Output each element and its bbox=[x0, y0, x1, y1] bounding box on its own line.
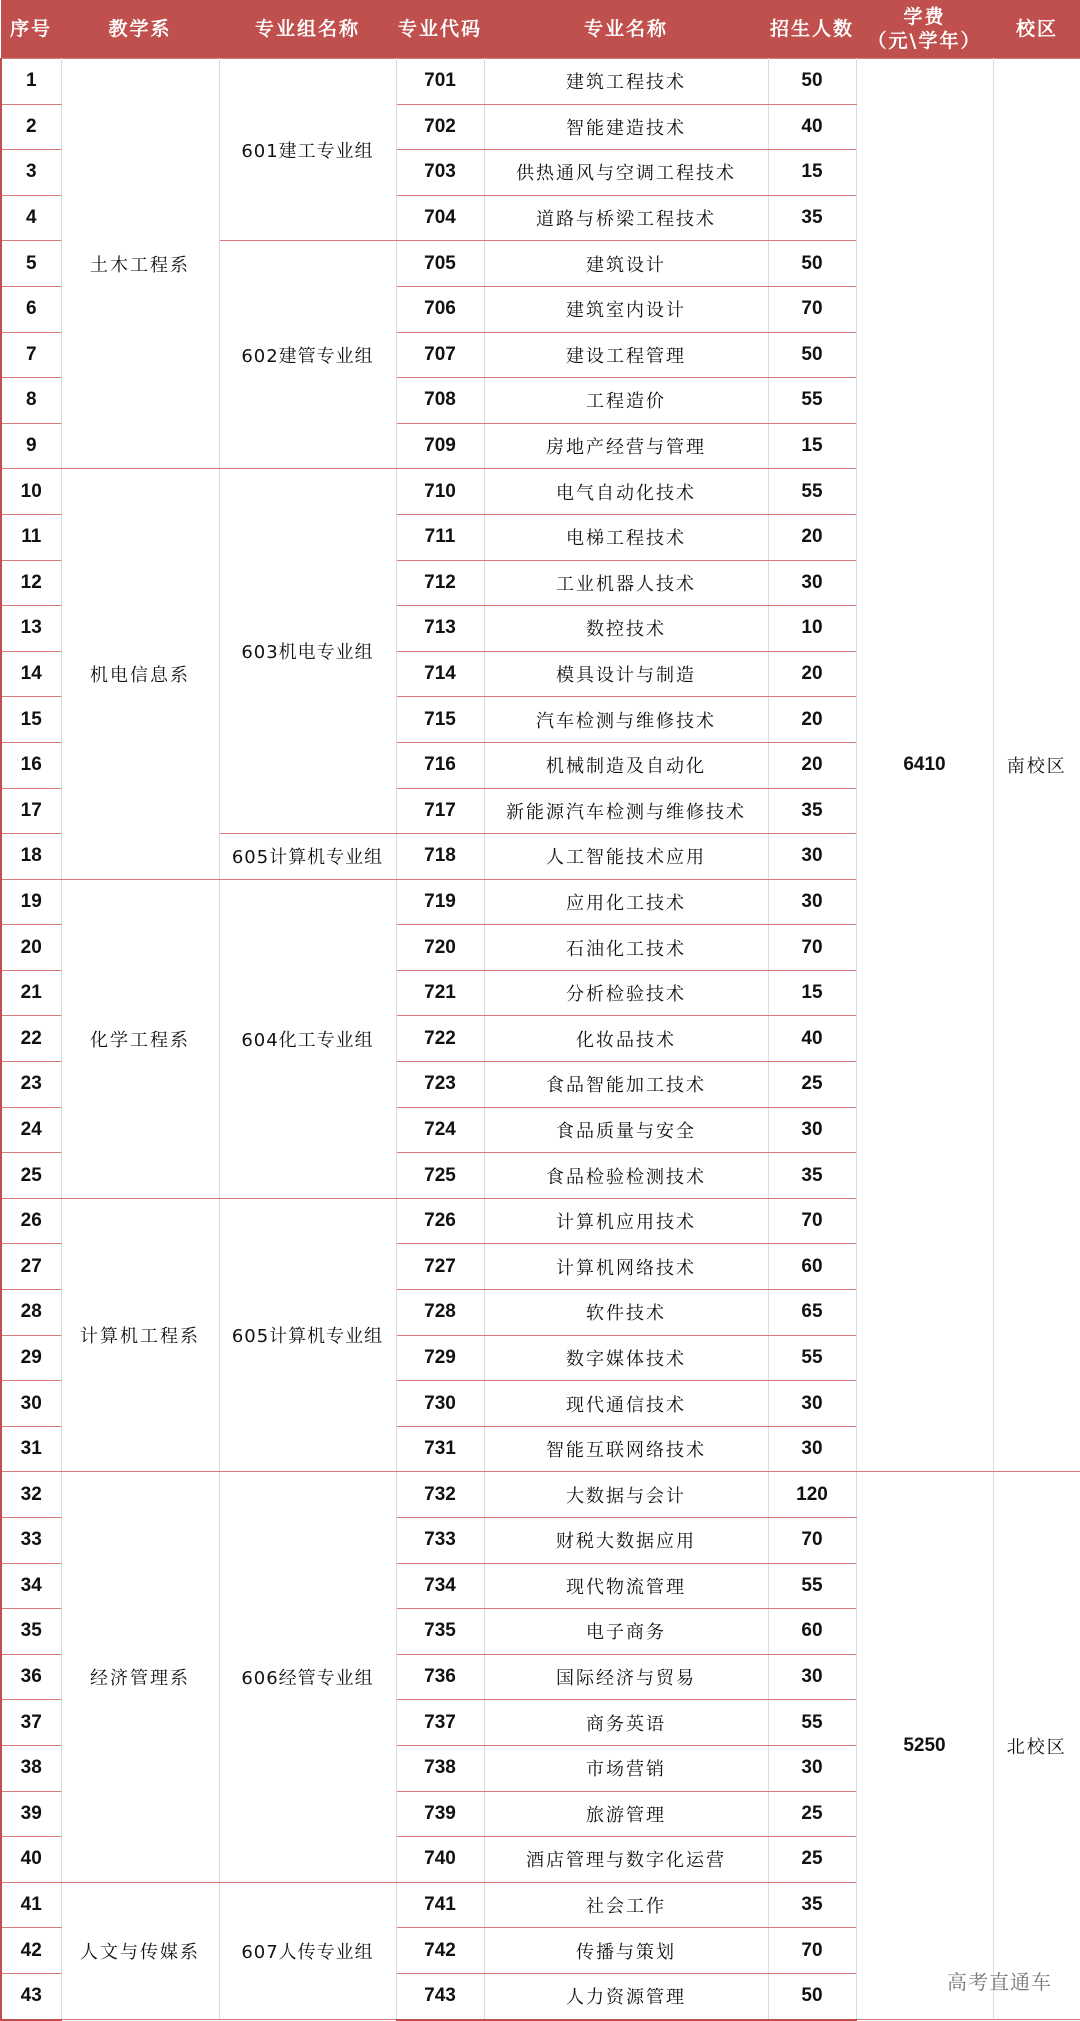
major-name-cell: 分析检验技术 bbox=[484, 970, 768, 1016]
enrollment-count-cell: 120 bbox=[768, 1472, 856, 1518]
major-code-cell: 732 bbox=[396, 1472, 484, 1518]
major-code-cell: 741 bbox=[396, 1882, 484, 1928]
table-body bbox=[1, 59, 1080, 2020]
major-group-cell: 605计算机专业组 bbox=[219, 1198, 396, 1472]
major-code-cell: 706 bbox=[396, 286, 484, 332]
major-code-cell: 720 bbox=[396, 925, 484, 971]
enrollment-count-cell: 35 bbox=[768, 1153, 856, 1199]
major-code-cell: 723 bbox=[396, 1062, 484, 1108]
enrollment-count-cell: 25 bbox=[768, 1791, 856, 1837]
major-code-cell: 715 bbox=[396, 697, 484, 743]
enrollment-count-cell: 25 bbox=[768, 1837, 856, 1883]
seq-cell: 26 bbox=[1, 1198, 61, 1244]
major-group-cell: 606经管专业组 bbox=[219, 1472, 396, 1882]
enrollment-count-cell: 30 bbox=[768, 1107, 856, 1153]
major-code-cell: 719 bbox=[396, 879, 484, 925]
enrollment-count-cell: 70 bbox=[768, 1928, 856, 1974]
department-cell: 土木工程系 bbox=[61, 59, 219, 469]
enrollment-count-cell: 25 bbox=[768, 1062, 856, 1108]
department-cell: 经济管理系 bbox=[61, 1472, 219, 1882]
major-group-cell: 602建管专业组 bbox=[219, 241, 396, 469]
major-code-cell: 713 bbox=[396, 606, 484, 652]
enrollment-count-cell: 55 bbox=[768, 1700, 856, 1746]
seq-cell: 31 bbox=[1, 1426, 61, 1472]
seq-cell: 10 bbox=[1, 469, 61, 515]
major-name-cell: 机械制造及自动化 bbox=[484, 742, 768, 788]
seq-cell: 15 bbox=[1, 697, 61, 743]
major-name-cell: 供热通风与空调工程技术 bbox=[484, 150, 768, 196]
major-name-cell: 食品检验检测技术 bbox=[484, 1153, 768, 1199]
major-code-cell: 739 bbox=[396, 1791, 484, 1837]
enrollment-count-cell: 20 bbox=[768, 742, 856, 788]
major-code-cell: 702 bbox=[396, 104, 484, 150]
major-name-cell: 人力资源管理 bbox=[484, 1973, 768, 2019]
seq-cell: 33 bbox=[1, 1518, 61, 1564]
major-group-cell: 604化工专业组 bbox=[219, 879, 396, 1198]
seq-cell: 36 bbox=[1, 1654, 61, 1700]
major-name-cell: 计算机网络技术 bbox=[484, 1244, 768, 1290]
major-code-cell: 729 bbox=[396, 1335, 484, 1381]
seq-cell: 5 bbox=[1, 241, 61, 287]
major-name-cell: 汽车检测与维修技术 bbox=[484, 697, 768, 743]
major-code-cell: 714 bbox=[396, 651, 484, 697]
major-code-cell: 742 bbox=[396, 1928, 484, 1974]
seq-cell: 3 bbox=[1, 150, 61, 196]
enrollment-count-cell: 15 bbox=[768, 423, 856, 469]
major-code-cell: 735 bbox=[396, 1609, 484, 1655]
enrollment-count-cell: 30 bbox=[768, 1745, 856, 1791]
major-code-cell: 712 bbox=[396, 560, 484, 606]
enrollment-count-cell: 70 bbox=[768, 1518, 856, 1564]
major-code-cell: 730 bbox=[396, 1381, 484, 1427]
seq-cell: 30 bbox=[1, 1381, 61, 1427]
enrollment-count-cell: 70 bbox=[768, 286, 856, 332]
enrollment-count-cell: 30 bbox=[768, 1381, 856, 1427]
enrollment-count-cell: 15 bbox=[768, 970, 856, 1016]
major-code-cell: 724 bbox=[396, 1107, 484, 1153]
seq-cell: 6 bbox=[1, 286, 61, 332]
major-name-cell: 国际经济与贸易 bbox=[484, 1654, 768, 1700]
enrollment-count-cell: 55 bbox=[768, 1335, 856, 1381]
header-tuition bbox=[856, 0, 993, 59]
header-row bbox=[1, 0, 1080, 59]
seq-cell: 39 bbox=[1, 1791, 61, 1837]
major-code-cell: 722 bbox=[396, 1016, 484, 1062]
major-name-cell: 财税大数据应用 bbox=[484, 1518, 768, 1564]
header-tuition-line1: 学费 bbox=[903, 6, 946, 28]
major-code-cell: 733 bbox=[396, 1518, 484, 1564]
enrollment-count-cell: 20 bbox=[768, 651, 856, 697]
major-name-cell: 智能互联网络技术 bbox=[484, 1426, 768, 1472]
department-cell: 人文与传媒系 bbox=[61, 1882, 219, 2019]
major-name-cell: 电气自动化技术 bbox=[484, 469, 768, 515]
seq-cell: 8 bbox=[1, 378, 61, 424]
seq-cell: 22 bbox=[1, 1016, 61, 1062]
major-name-cell: 商务英语 bbox=[484, 1700, 768, 1746]
seq-cell: 9 bbox=[1, 423, 61, 469]
major-name-cell: 应用化工技术 bbox=[484, 879, 768, 925]
header-major-group: 专业组名称 bbox=[219, 0, 396, 59]
enrollment-count-cell: 35 bbox=[768, 195, 856, 241]
header-campus: 校区 bbox=[993, 0, 1080, 59]
major-name-cell: 软件技术 bbox=[484, 1290, 768, 1336]
seq-cell: 25 bbox=[1, 1153, 61, 1199]
major-name-cell: 化妆品技术 bbox=[484, 1016, 768, 1062]
major-name-cell: 道路与桥梁工程技术 bbox=[484, 195, 768, 241]
campus-cell: 南校区 bbox=[993, 59, 1080, 1472]
major-code-cell: 707 bbox=[396, 332, 484, 378]
header-tuition-line2: （元\学年） bbox=[867, 30, 982, 52]
seq-cell: 12 bbox=[1, 560, 61, 606]
enrollment-count-cell: 70 bbox=[768, 925, 856, 971]
major-name-cell: 电梯工程技术 bbox=[484, 514, 768, 560]
major-name-cell: 工程造价 bbox=[484, 378, 768, 424]
major-name-cell: 电子商务 bbox=[484, 1609, 768, 1655]
enrollment-count-cell: 40 bbox=[768, 104, 856, 150]
enrollment-count-cell: 50 bbox=[768, 59, 856, 105]
major-code-cell: 701 bbox=[396, 59, 484, 105]
seq-cell: 19 bbox=[1, 879, 61, 925]
major-name-cell: 传播与策划 bbox=[484, 1928, 768, 1974]
major-name-cell: 数控技术 bbox=[484, 606, 768, 652]
major-code-cell: 734 bbox=[396, 1563, 484, 1609]
enrollment-count-cell: 30 bbox=[768, 1654, 856, 1700]
major-code-cell: 716 bbox=[396, 742, 484, 788]
seq-cell: 13 bbox=[1, 606, 61, 652]
major-name-cell: 酒店管理与数字化运营 bbox=[484, 1837, 768, 1883]
major-group-cell: 605计算机专业组 bbox=[219, 834, 396, 880]
table-row bbox=[1, 1472, 1080, 1518]
seq-cell: 37 bbox=[1, 1700, 61, 1746]
seq-cell: 35 bbox=[1, 1609, 61, 1655]
major-code-cell: 726 bbox=[396, 1198, 484, 1244]
tuition-cell: 6410 bbox=[856, 59, 993, 1472]
major-name-cell: 计算机应用技术 bbox=[484, 1198, 768, 1244]
enrollment-count-cell: 15 bbox=[768, 150, 856, 196]
enrollment-count-cell: 30 bbox=[768, 879, 856, 925]
major-name-cell: 智能建造技术 bbox=[484, 104, 768, 150]
major-name-cell: 食品质量与安全 bbox=[484, 1107, 768, 1153]
enrollment-count-cell: 55 bbox=[768, 469, 856, 515]
seq-cell: 16 bbox=[1, 742, 61, 788]
major-code-cell: 711 bbox=[396, 514, 484, 560]
enrollment-count-cell: 65 bbox=[768, 1290, 856, 1336]
major-name-cell: 石油化工技术 bbox=[484, 925, 768, 971]
enrollment-count-cell: 55 bbox=[768, 378, 856, 424]
major-name-cell: 房地产经营与管理 bbox=[484, 423, 768, 469]
header-seq: 序号 bbox=[1, 0, 61, 59]
major-name-cell: 现代通信技术 bbox=[484, 1381, 768, 1427]
department-cell: 计算机工程系 bbox=[61, 1198, 219, 1472]
major-name-cell: 工业机器人技术 bbox=[484, 560, 768, 606]
enrollment-count-cell: 20 bbox=[768, 697, 856, 743]
major-code-cell: 725 bbox=[396, 1153, 484, 1199]
major-name-cell: 新能源汽车检测与维修技术 bbox=[484, 788, 768, 834]
seq-cell: 2 bbox=[1, 104, 61, 150]
enrollment-count-cell: 30 bbox=[768, 560, 856, 606]
seq-cell: 21 bbox=[1, 970, 61, 1016]
header-enrollment-count: 招生人数 bbox=[768, 0, 856, 59]
major-code-cell: 718 bbox=[396, 834, 484, 880]
major-code-cell: 731 bbox=[396, 1426, 484, 1472]
tuition-cell: 5250 bbox=[856, 1472, 993, 2020]
department-cell: 机电信息系 bbox=[61, 469, 219, 879]
major-name-cell: 市场营销 bbox=[484, 1745, 768, 1791]
major-group-cell: 607人传专业组 bbox=[219, 1882, 396, 2019]
seq-cell: 32 bbox=[1, 1472, 61, 1518]
enrollment-count-cell: 35 bbox=[768, 1882, 856, 1928]
major-code-cell: 736 bbox=[396, 1654, 484, 1700]
major-group-cell: 603机电专业组 bbox=[219, 469, 396, 834]
seq-cell: 1 bbox=[1, 59, 61, 105]
major-name-cell: 建筑室内设计 bbox=[484, 286, 768, 332]
major-name-cell: 现代物流管理 bbox=[484, 1563, 768, 1609]
seq-cell: 38 bbox=[1, 1745, 61, 1791]
enrollment-count-cell: 10 bbox=[768, 606, 856, 652]
enrollment-count-cell: 60 bbox=[768, 1609, 856, 1655]
major-name-cell: 建筑设计 bbox=[484, 241, 768, 287]
header-department: 教学系 bbox=[61, 0, 219, 59]
major-name-cell: 人工智能技术应用 bbox=[484, 834, 768, 880]
seq-cell: 41 bbox=[1, 1882, 61, 1928]
major-name-cell: 建设工程管理 bbox=[484, 332, 768, 378]
major-name-cell: 社会工作 bbox=[484, 1882, 768, 1928]
major-code-cell: 721 bbox=[396, 970, 484, 1016]
major-name-cell: 旅游管理 bbox=[484, 1791, 768, 1837]
major-code-cell: 728 bbox=[396, 1290, 484, 1336]
header-major-name: 专业名称 bbox=[484, 0, 768, 59]
major-code-cell: 727 bbox=[396, 1244, 484, 1290]
major-name-cell: 数字媒体技术 bbox=[484, 1335, 768, 1381]
seq-cell: 20 bbox=[1, 925, 61, 971]
major-code-cell: 704 bbox=[396, 195, 484, 241]
major-name-cell: 建筑工程技术 bbox=[484, 59, 768, 105]
major-code-cell: 743 bbox=[396, 1973, 484, 2019]
header-major-code: 专业代码 bbox=[396, 0, 484, 59]
watermark: 高考直通车 bbox=[947, 1970, 1052, 1994]
major-code-cell: 703 bbox=[396, 150, 484, 196]
seq-cell: 27 bbox=[1, 1244, 61, 1290]
seq-cell: 42 bbox=[1, 1928, 61, 1974]
seq-cell: 7 bbox=[1, 332, 61, 378]
enrollment-count-cell: 50 bbox=[768, 1973, 856, 2019]
enrollment-count-cell: 30 bbox=[768, 1426, 856, 1472]
department-cell: 化学工程系 bbox=[61, 879, 219, 1198]
seq-cell: 17 bbox=[1, 788, 61, 834]
seq-cell: 23 bbox=[1, 1062, 61, 1108]
seq-cell: 28 bbox=[1, 1290, 61, 1336]
enrollment-count-cell: 50 bbox=[768, 241, 856, 287]
major-name-cell: 模具设计与制造 bbox=[484, 651, 768, 697]
enrollment-count-cell: 30 bbox=[768, 834, 856, 880]
major-code-cell: 740 bbox=[396, 1837, 484, 1883]
seq-cell: 29 bbox=[1, 1335, 61, 1381]
seq-cell: 43 bbox=[1, 1973, 61, 2019]
seq-cell: 24 bbox=[1, 1107, 61, 1153]
major-group-cell: 601建工专业组 bbox=[219, 59, 396, 241]
major-code-cell: 708 bbox=[396, 378, 484, 424]
enrollment-count-cell: 35 bbox=[768, 788, 856, 834]
seq-cell: 34 bbox=[1, 1563, 61, 1609]
major-code-cell: 709 bbox=[396, 423, 484, 469]
enrollment-count-cell: 20 bbox=[768, 514, 856, 560]
enrollment-count-cell: 55 bbox=[768, 1563, 856, 1609]
campus-cell: 北校区 bbox=[993, 1472, 1080, 2020]
seq-cell: 18 bbox=[1, 834, 61, 880]
major-code-cell: 710 bbox=[396, 469, 484, 515]
major-code-cell: 738 bbox=[396, 1745, 484, 1791]
major-name-cell: 食品智能加工技术 bbox=[484, 1062, 768, 1108]
seq-cell: 14 bbox=[1, 651, 61, 697]
major-code-cell: 737 bbox=[396, 1700, 484, 1746]
enrollment-count-cell: 60 bbox=[768, 1244, 856, 1290]
major-name-cell: 大数据与会计 bbox=[484, 1472, 768, 1518]
seq-cell: 40 bbox=[1, 1837, 61, 1883]
enrollment-count-cell: 40 bbox=[768, 1016, 856, 1062]
enrollment-count-cell: 50 bbox=[768, 332, 856, 378]
table-row bbox=[1, 59, 1080, 105]
seq-cell: 11 bbox=[1, 514, 61, 560]
seq-cell: 4 bbox=[1, 195, 61, 241]
major-code-cell: 705 bbox=[396, 241, 484, 287]
enrollment-count-cell: 70 bbox=[768, 1198, 856, 1244]
major-code-cell: 717 bbox=[396, 788, 484, 834]
